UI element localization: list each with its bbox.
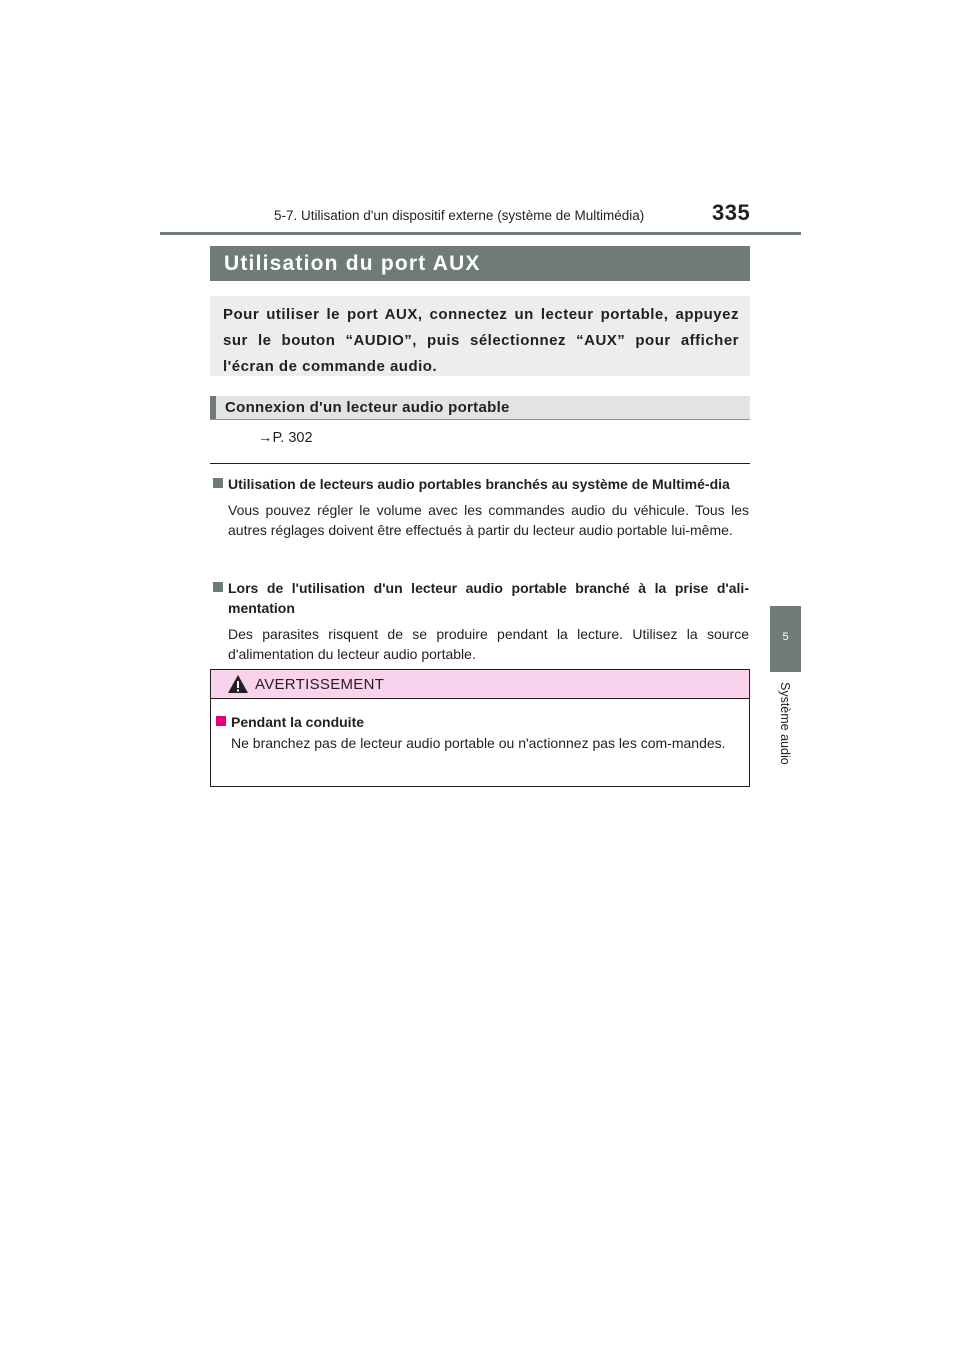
intro-text: Pour utiliser le port AUX, connectez un lecteur portable, appuyez sur le bouton “AUDIO”, puis sélectionnez “AUX” pour afficher l'écran de commande audio. — [223, 306, 739, 375]
section-divider — [210, 463, 750, 464]
info-item — [213, 578, 749, 664]
chapter-tab — [770, 606, 801, 672]
section-title-bar — [210, 246, 750, 281]
square-bullet-icon — [213, 582, 223, 592]
page-title: Utilisation du port AUX — [224, 252, 481, 275]
chapter-label: Système audio — [778, 682, 792, 765]
info-item-title — [213, 474, 749, 494]
subsection-heading-bar — [210, 396, 216, 419]
warning-item-body: Ne branchez pas de lecteur audio portable ou n'actionnez pas les com-mandes. — [231, 735, 726, 751]
header-divider — [160, 232, 801, 235]
page-number: 335 — [712, 200, 751, 225]
warning-item — [216, 712, 742, 753]
warning-box — [210, 669, 750, 787]
square-bullet-icon — [216, 716, 226, 726]
warning-triangle-icon — [227, 674, 249, 694]
subsection-heading — [210, 396, 750, 420]
info-item-title-text: Utilisation de lecteurs audio portables branchés au système de Multimé-dia — [228, 476, 730, 492]
warning-item-title-text: Pendant la conduite — [231, 714, 365, 730]
warning-item-title — [216, 712, 742, 732]
page-reference-link[interactable]: →P. 302 — [258, 430, 313, 446]
info-item-title-text: Lors de l'utilisation d'un lecteur audio portable branché à la prise d'ali-mentation — [228, 580, 749, 616]
info-item-title — [213, 578, 749, 618]
intro-box — [210, 296, 750, 376]
square-bullet-icon — [213, 478, 223, 488]
warning-label: AVERTISSEMENT — [255, 676, 385, 693]
chapter-number: 5 — [782, 631, 789, 643]
info-item-body: Des parasites risquent de se produire pendant la lecture. Utilisez la source d'alimentation du lecteur audio portable. — [228, 626, 749, 662]
info-item-body: Vous pouvez régler le volume avec les commandes audio du véhicule. Tous les autres réglages doivent être effectués à partir du lecteur audio portable lui-même. — [228, 502, 749, 538]
header-section-title: 5-7. Utilisation d'un dispositif externe (système de Multimédia) — [274, 208, 645, 223]
warning-header — [211, 670, 749, 699]
info-item — [213, 474, 749, 540]
subsection-heading-text: Connexion d'un lecteur audio portable — [225, 399, 510, 416]
